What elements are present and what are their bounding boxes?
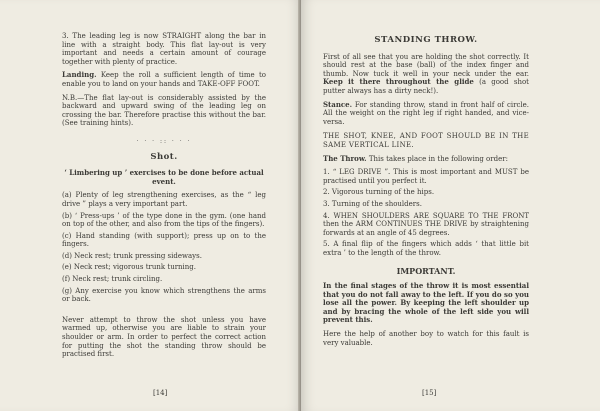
warm-up-paragraph: Never attempt to throw the shot unless you have warmed up, otherwise you are liable to strain your shoulder or arm. In order to perfect the correct action for putting the shot the standing throw should be practised first. [62, 315, 266, 359]
page-number-right: [15] [422, 389, 437, 397]
page-number-left: [14] [153, 389, 168, 397]
landing-text: Keep the roll a sufficient length of time to enable you to land on your hands and TAKE-OFF FOOT. [62, 71, 266, 88]
throw-text: This takes place in the following order: [366, 154, 508, 163]
list-item: (b) ‘ Press-ups ’ of the type done in the gym. (one hand on top of the other, and also from the tips of the fingers). [62, 211, 266, 229]
section-separator: · · · :: · · · [136, 137, 192, 145]
important-paragraph: In the final stages of the throw it is most essential that you do not fall away to the left. If you do so you lose all the power. By keeping the left shoulder up and by bracing the whole of the left side you will prevent this. [323, 281, 529, 325]
list-item: (e) Neck rest; vigorous trunk turning. [62, 263, 197, 272]
grip-end-text: (a good shot putter always has a dirty neck!). [323, 78, 529, 95]
important-heading: IMPORTANT. [396, 266, 456, 277]
nb-paragraph: N.B.—The flat lay-out is considerably assisted by the backward and upward swing of the leading leg on crossing the bar. Therefore practise this without the bar. (See training hints). [62, 93, 266, 128]
grip-bold-text: Keep it there throughout the glide [323, 77, 474, 87]
right-page [301, 0, 600, 411]
grip-text: First of all see that you are holding the shot correctly. It should rest at the base (ball) of the index finger and thumb. Now tuck it well in your neck under the ear. [323, 52, 529, 78]
list-item: (f) Neck rest; trunk circling. [62, 275, 163, 284]
throw-steps-list [323, 168, 529, 257]
list-item: 1. “ LEG DRIVE ”. This is most important and MUST be practised until you perfect it. [323, 168, 529, 185]
list-item: (a) Plenty of leg strengthening exercises, as the “ leg drive ” plays a very important part. [62, 191, 266, 208]
throw-paragraph [323, 155, 529, 164]
landing-label: Landing. [62, 70, 97, 80]
leading-leg-paragraph: 3. The leading leg is now STRAIGHT along the bar in line with a straight body. This flat lay-out is very important and needs a certain amount of courage together with plenty of practice. [62, 32, 266, 66]
standing-throw-heading: STANDING THROW. [374, 35, 478, 45]
left-page-text [62, 32, 266, 364]
landing-paragraph [62, 71, 266, 88]
limbering-title: ‘ Limbering up ’ exercises to be done before actual event. [64, 168, 264, 186]
list-item: (g) Any exercise you know which strengthens the arms or back. [62, 286, 266, 304]
list-item: 4. WHEN SHOULDERS ARE SQUARE TO THE FRONT then the ARM CONTINUES THE DRIVE by straightening forwards at an angle of 45 degrees. [323, 211, 529, 237]
vertical-line-rule: THE SHOT, KNEE, AND FOOT SHOULD BE IN THE SAME VERTICAL LINE. [323, 132, 529, 149]
list-item: 2. Vigorous turning of the hips. [323, 188, 435, 197]
stance-label: Stance. [323, 99, 353, 109]
stance-paragraph [323, 101, 529, 127]
list-item: (c) Hand standing (with support); press up on to the fingers. [62, 231, 266, 249]
throw-label: The Throw. [323, 153, 367, 163]
helper-paragraph: Here the help of another boy to watch for this fault is very valuable. [323, 330, 529, 347]
list-item: (d) Neck rest; trunk pressing sideways. [62, 251, 202, 260]
list-item: 5. A final flip of the fingers which adds ‘ that little bit extra ’ to the length of the throw. [323, 240, 529, 257]
exercise-list [62, 191, 266, 304]
grip-paragraph [323, 53, 529, 96]
list-item: 3. Turning of the shoulders. [323, 199, 422, 208]
shot-heading: Shot. [150, 151, 178, 162]
stance-text: For standing throw, stand in front half of circle. All the weight on the right leg if right handed, and vice-versa. [323, 100, 529, 126]
right-page-text [323, 30, 529, 352]
